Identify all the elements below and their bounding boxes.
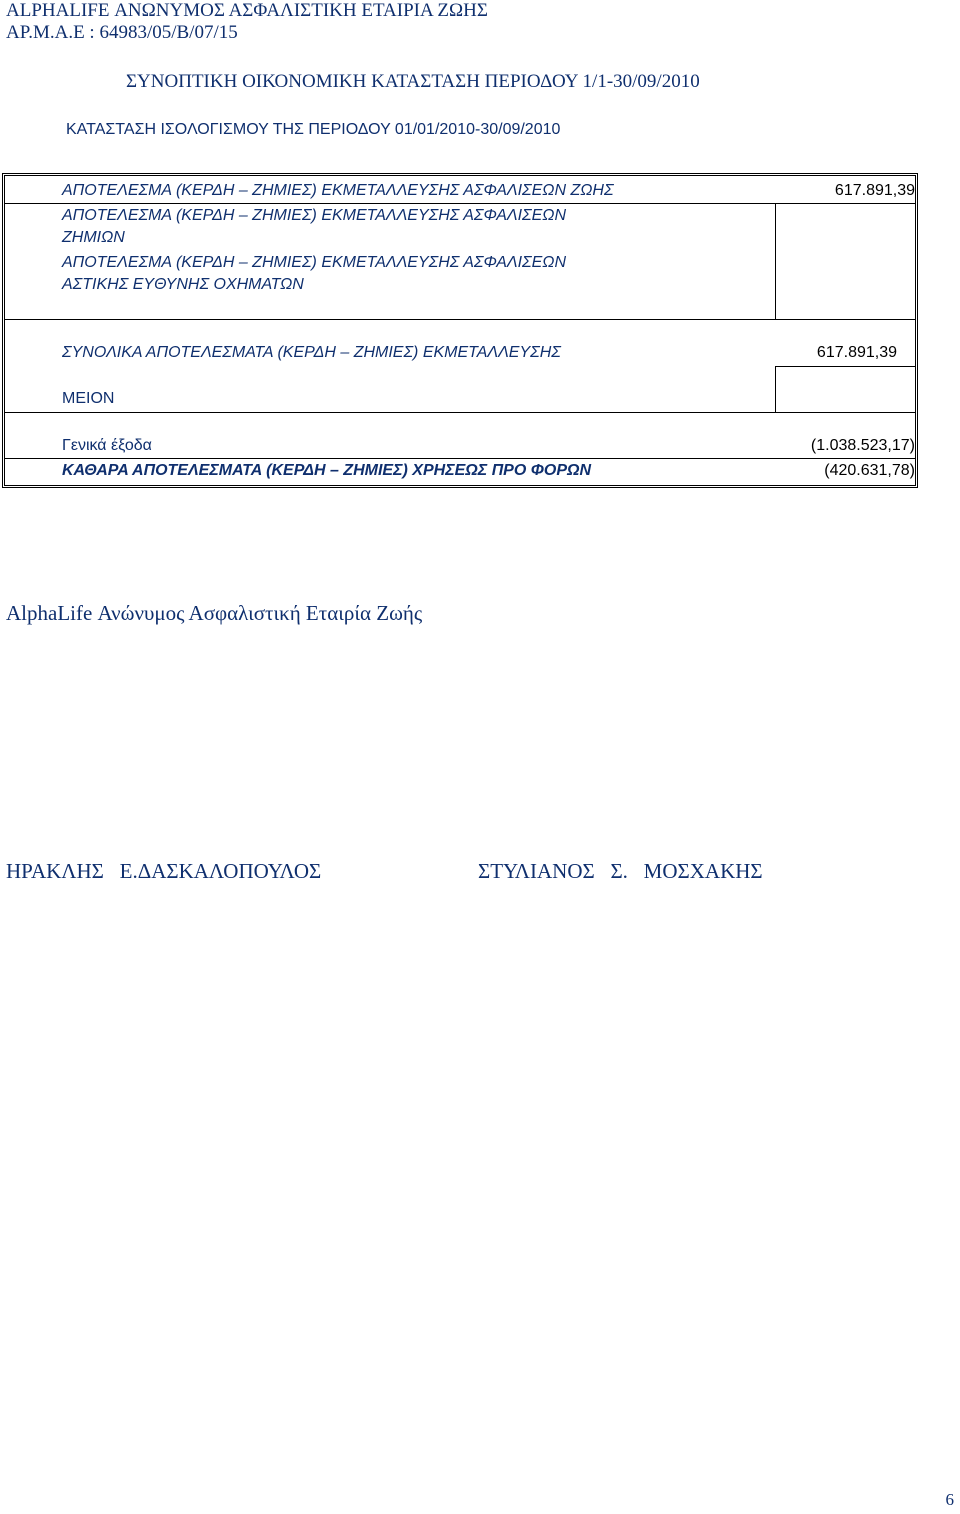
signatory-ceo: ΣΤΥΛΙΑΝΟΣ Σ. ΜΟΣΧΑΚΗΣ	[478, 859, 763, 883]
table-divider	[5, 203, 915, 204]
net-result-value: (420.631,78)	[824, 462, 915, 479]
table-divider	[5, 319, 915, 320]
table-divider	[775, 366, 776, 412]
table-divider	[5, 458, 915, 459]
signatory-chairman: ΗΡΑΚΛΗΣ Ε.ΔΑΣΚΑΛΟΠΟΥΛΟΣ	[6, 859, 322, 883]
results-table	[2, 173, 918, 488]
life-insurance-result-value: 617.891,39	[834, 182, 915, 199]
table-divider	[775, 366, 915, 367]
net-result-label: ΚΑΘΑΡΑ ΑΠΟΤΕΛΕΣΜΑΤΑ (ΚΕΡΔΗ – ΖΗΜΙΕΣ) ΧΡΗΣΕΩΣ ΠΡΟ ΦΟΡΩΝ	[62, 462, 592, 479]
report-title: ΣΥΝΟΠΤΙΚΗ ΟΙΚΟΝΟΜΙΚΗ ΚΑΤΑΣΤΑΣΗ ΠΕΡΙΟΔΟΥ 1/1-30/09/2010	[126, 71, 700, 92]
life-insurance-result-label: ΑΠΟΤΕΛΕΣΜΑ (ΚΕΡΔΗ – ΖΗΜΙΕΣ) ΕΚΜΕΤΑΛΛΕΥΣΗΣ ΑΣΦΑΛΙΣΕΩΝ ΖΩΗΣ	[62, 182, 614, 199]
balance-sheet-subtitle: ΚΑΤΑΣΤΑΣΗ ΙΣΟΛΟΓΙΣΜΟΥ ΤΗΣ ΠΕΡΙΟΔΟΥ 01/01/2010-30/09/2010	[66, 121, 561, 138]
registration-number: ΑΡ.Μ.Α.Ε : 64983/05/Β/07/15	[6, 22, 238, 43]
footer-company-name: AlphaLife Ανώνυμος Ασφαλιστική Εταιρία Ζωής	[6, 601, 423, 625]
table-divider	[775, 203, 776, 319]
general-expenses-label: Γενικά έξοδα	[62, 437, 152, 454]
total-result-value: 617.891,39	[816, 344, 897, 361]
page-number: 6	[945, 1490, 954, 1509]
damage-insurance-result-label: ΑΠΟΤΕΛΕΣΜΑ (ΚΕΡΔΗ – ΖΗΜΙΕΣ) ΕΚΜΕΤΑΛΛΕΥΣΗΣ ΑΣΦΑΛΙΣΕΩΝ	[62, 207, 567, 224]
motor-liability-result-label: ΑΠΟΤΕΛΕΣΜΑ (ΚΕΡΔΗ – ΖΗΜΙΕΣ) ΕΚΜΕΤΑΛΛΕΥΣΗΣ ΑΣΦΑΛΙΣΕΩΝ	[62, 254, 567, 271]
less-label: ΜΕΙΟΝ	[62, 390, 115, 407]
total-result-label: ΣΥΝΟΛΙΚΑ ΑΠΟΤΕΛΕΣΜΑΤΑ (ΚΕΡΔΗ – ΖΗΜΙΕΣ) ΕΚΜΕΤΑΛΛΕΥΣΗΣ	[62, 344, 561, 361]
table-divider	[5, 412, 915, 413]
company-name: ALPHALIFE ΑΝΩΝΥΜΟΣ ΑΣΦΑΛΙΣΤΙΚΗ ΕΤΑΙΡΙΑ ΖΩΗΣ	[6, 0, 488, 21]
motor-liability-result-label-cont: ΑΣΤΙΚΗΣ ΕΥΘΥΝΗΣ ΟΧΗΜΑΤΩΝ	[62, 276, 304, 293]
general-expenses-value: (1.038.523,17)	[810, 437, 915, 454]
damage-insurance-result-label-cont: ΖΗΜΙΩΝ	[62, 229, 125, 246]
